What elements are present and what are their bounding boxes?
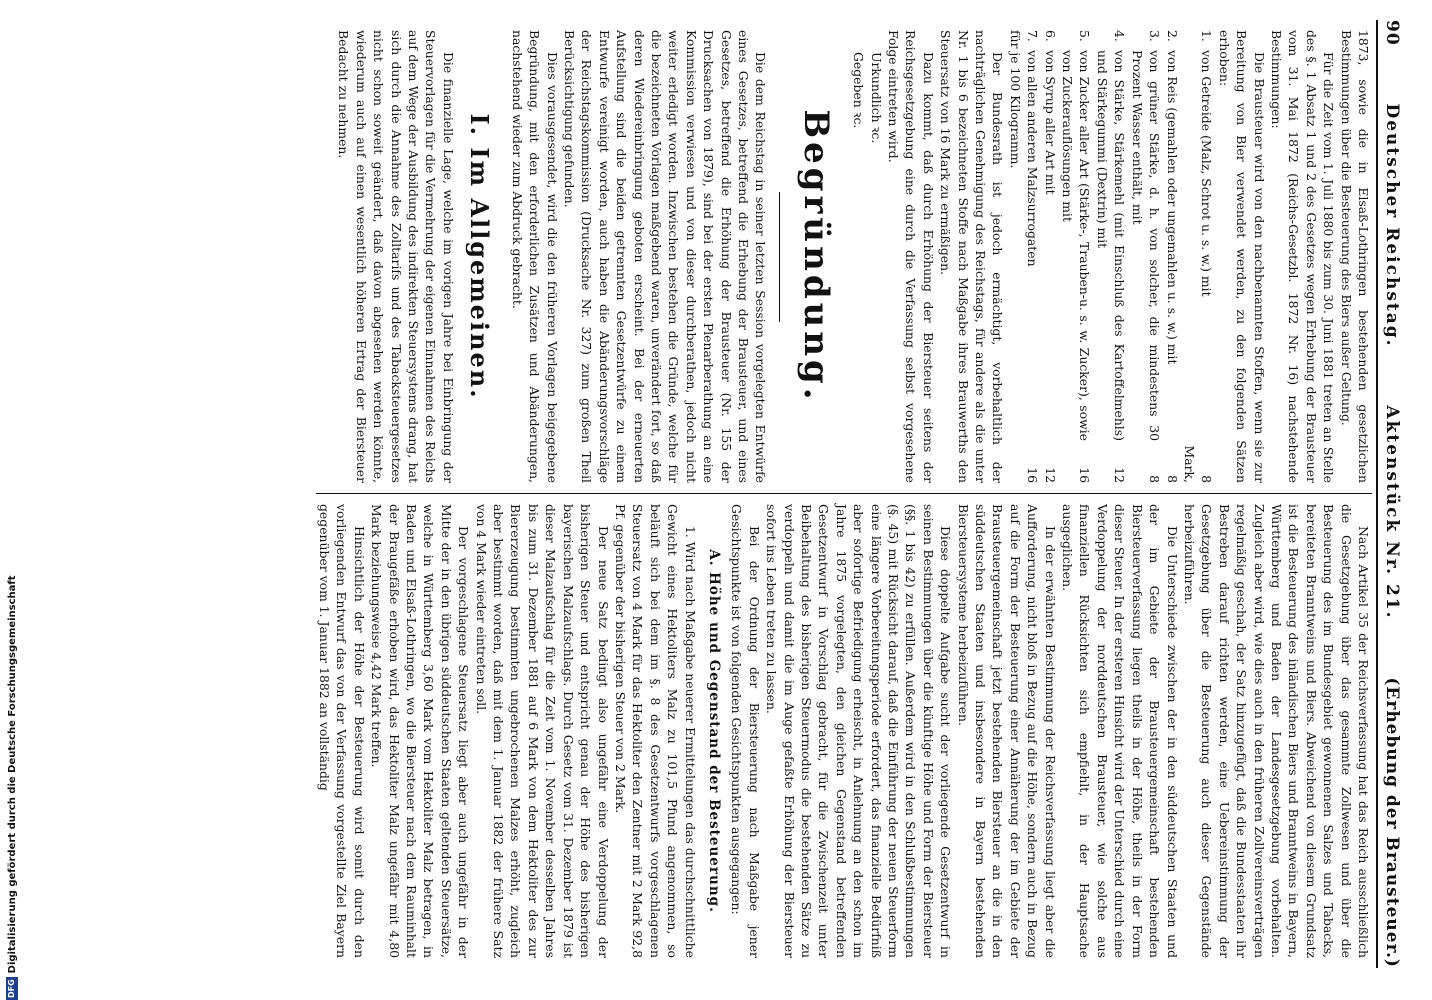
item-amount: 8 Mark, <box>1181 445 1215 483</box>
item-text: von allen anderen Malzsurrogaten <box>1025 50 1041 267</box>
left-column <box>316 20 1372 494</box>
list-item <box>1024 30 1041 483</box>
section-heading: A. Höhe und Gegenstand der Besteuerung. <box>705 549 722 913</box>
list-item <box>1041 30 1058 483</box>
list-item <box>1059 30 1094 483</box>
paragraph: Bei der Ordnung der Biersteuerung nach Maßgabe jener Gesichtspunkte ist von folgenden Gesichtspunkten ausgegangen: <box>729 504 762 958</box>
list-item <box>1094 30 1129 483</box>
item-amount: 16 <box>1025 467 1041 483</box>
paragraph: Nach Artikel 35 der Reichsverfassung hat das Reich ausschließlich die Gesetzgebung über das gesammte Zollwesen und über die Besteuerung des im Bundesgebiet gewonnenen Salzes und Tabacks, bereiteten Branntweins und Biers. Abweichend von diesem Grundsatz ist die Besteuerung des inländischen Biers und Branntweins in Bayern, Württemberg und Baden der Landesgesetzgebung vorbehalten. Zugleich aber wird, wie dies auch in den früheren Zollvereinsverträgen regelmäßig geschah, der Satz hinzugefügt, daß die Bundesstaaten ihr Bestreben darauf richten werden, eine Uebereinstimmung der Gesetzgebung über die Besteuerung auch dieser Gegenstände herbeizuführen. <box>1181 504 1371 958</box>
paragraph: Die Unterschiede zwischen der in den süddeutschen Staaten und der im Gebiete der Brausteuergemeinschaft bestehenden Biersteuerverfassung liegen theils in der Höhe, theils in der Form dieser Steuer. In der ersteren Hinsicht wird der Unterschied durch eine Verdoppelung der norddeutschen Brausteuer, wie solche aus finanziellen Rücksichten sich empfiehlt, in der Hauptsache ausgeglichen. <box>1060 504 1180 958</box>
text-columns <box>316 20 1372 968</box>
list-item <box>1128 30 1163 483</box>
aktenstueck-number: Aktenstück Nr. 21. <box>1382 405 1402 620</box>
list-tail: für je 100 Kilogramm. <box>1007 30 1023 169</box>
item-text: von Zucker aller Art (Stärke-, Trauben-u. s. w. Zucker), sowie von Zuckerauflösungen mit <box>1060 50 1093 441</box>
tax-rate-list <box>1024 30 1215 483</box>
item-text: von Stärke, Stärkemehl (mit Einschluß des Kartoffelmehls) und Stärkegummi (Dextrin) mit <box>1094 50 1128 441</box>
item-amount: 16 <box>1077 467 1093 483</box>
item-number: 2. <box>1164 30 1180 42</box>
paragraph: Dazu kommt, daß durch Erhöhung der Biersteuer seitens der Reichsgesetzgebung eine durch die Verfassung selbst vorgesehene Folge eintreten wird. <box>886 30 936 483</box>
credit-text: Digitalisierung gefördert durch die Deutsche Forschungsgemeinschaft <box>6 575 18 974</box>
paragraph: Der neue Satz bedingt also ungefähr eine Verdoppelung der bisherigen Steuer und entspricht genau der Höhe des bisherigen bayerischen Malzaufschlags. Durch Gesetz vom 31. Dezember 1879 ist dieser Malzaufschlag für die Zeit vom 1. November desselben Jahres bis zum 31. Dezember 1881 auf 6 Mark von dem Hektoliter des zur Biererzeugung bestimmten ungebrochenen Malzes erhöht, zugleich aber bestimmt worden, daß mit dem 1. Januar 1882 der frühere Satz von 4 Mark wieder eintreten soll. <box>473 504 611 958</box>
item-amount: 12 <box>1112 467 1128 483</box>
paragraph: 1873, sowie die in Elsaß-Lothringen bestehenden gesetzlichen Bestimmungen über die Besteuerung des Biers außer Geltung. <box>1338 30 1371 483</box>
paragraph: Der Bundesrath ist jedoch ermächtigt, vorbehaltlich der nachträglichen Genehmigung des Reichstags, für andere als die unter Nr. 1 bis 6 bezeichneten Stoffe nach Maßgabe ihres Brauwerths den Steuersatz von 16 Mark zu ermäßigen. <box>938 30 1006 483</box>
item-amount: 8 <box>1164 475 1180 483</box>
item-text: von Getreide (Malz, Schrot u. s. w.) mit <box>1199 50 1215 297</box>
item-number: 5. <box>1077 30 1093 42</box>
paragraph: Diese doppelte Aufgabe sucht der vorliegende Gesetzentwurf in seinen Bestimmungen über die künftige Höhe und Form der Biersteuer (§§. 1 bis 42) zu erfüllen. Außerdem wird in den Schlußbestimmungen (§. 45) mit Rücksicht darauf, daß die Einführung der neuen Steuerform eine längere Vorbereitungsperiode erfordert, das finanzielle Bedürfniß aber sofortige Befriedigung erheischt, in Anlehnung an den schon im Jahre 1875 vorgelegten, den gleichen Gegenstand betreffenden Gesetzentwurf in Vorschlag gebracht, für die Zwischenzeit unter Beibehaltung des bisherigen Steuermodus die bestehenden Sätze zu verdoppeln und damit die im Auge gefaßte Erhöhung der Biersteuer sofort ins Leben treten zu lassen. <box>764 504 954 958</box>
page-header <box>1376 20 1402 968</box>
item-text: von Reis (gemahlen oder ungemahlen u. s. w.) mit <box>1164 50 1180 365</box>
paragraph: Hinsichtlich der Höhe der Besteuerung wird somit durch den vorliegenden Entwurf das von der Verfassung vorgestellte Ziel Bayern gegenüber vom 1. Januar 1882 an vollständig <box>317 504 367 958</box>
item-number: 4. <box>1112 30 1128 42</box>
list-item <box>1181 30 1216 483</box>
item-text: von grüner Stärke, d. h. von solcher, die mindestens 30 Prozent Wasser enthält, mit <box>1129 50 1163 441</box>
item-text: von Syrup aller Art mit <box>1042 50 1058 195</box>
closing-line: Urkundlich ꝛc. <box>868 52 884 144</box>
paragraph: 1. Wird nach Maßgabe neuerer Ermittelungen das durchschnittliche Gewicht eines Hektoliters Malz zu 101,5 Pfund angenommen, so beläuft sich bei dem im §. 8 des Gesetzentwurfs vorgeschlagenen Steuersatz von 4 Mark für das Hektoliter den Zentner mit 2 Mark 92,8 Pf. gegenüber der bisherigen Steuer von 2 Mark. <box>612 504 698 958</box>
document-topic: (Erhebung der Brausteuer.) <box>1382 677 1402 968</box>
paragraph: Die dem Reichstag in seiner letzten Session vorgelegten Entwürfe eines Gesetzes, betreffend die Erhebung der Brausteuer, und eines Gesetzes, betreffend die Erhöhung der Brausteuer (Nr. 155 der Drucksachen von 1879), sind bei der ersten Plenarberathung an eine Kommission verwiesen und von dieser durchberathen, jedoch nicht weiter erledigt worden. Inzwischen bestehen die Gründe, welche für die bezeichneten Vorlagen maßgebend waren, unverändert fort, so daß deren Wiedereinbringung geboten erscheint. Bei der erneuerten Aufstellung sind die beiden getrennten Gesetzentwürfe zu einem Entwurfe vereinigt worden, auch haben die Abänderungsvorschläge der Reichstagskommission (Drucksache Nr. 327) zum großen Theil Berücksichtigung gefunden. <box>561 30 769 483</box>
item-number: 3. <box>1147 30 1163 42</box>
paragraph: Der vorgeschlagene Steuersatz liegt aber auch ungefähr in der Mitte der in den übrigen süddeutschen Staaten geltenden Steuersätze, welche in Württemberg 3,60 Mark vom Hektoliter Malz betragen, in Baden und Elsaß-Lothringen, wo die Biersteuer nach dem Rauminhalt der Braugefäße erhoben wird, das Hektoliter Malz ungefähr mit 4,80 Mark beziehungsweise 4,42 Mark treffen. <box>369 504 472 958</box>
document-page <box>110 2 1410 982</box>
item-number: 1. <box>1199 30 1215 42</box>
paragraph: Dies vorausgesendet, wird die den früheren Vorlagen beigegebene Begründung, mit den erforderlichen Zusätzen und Abänderungen, nachstehend wieder zum Abdruck gebracht. <box>509 30 560 483</box>
paragraph: Die finanzielle Lage, welche im vorigen Jahre bei Einbringung der Steuervorlagen für die Vermehrung der eigenen Einnahmen des Reichs auf dem Wege der Ausbildung des indirekten Steuersystems drang, hat sich durch die Annahme des Zolltarifs und des Tabacksteuergesetzes nicht schon soweit geändert, daß davon abgesehen werden könnte, wiederum auch auf einen wesentlich höheren Ertrag der Biersteuer Bedacht zu nehmen. <box>336 30 456 483</box>
item-amount: 8 <box>1147 475 1163 483</box>
item-amount: 12 <box>1042 467 1058 483</box>
dfg-logo: DFG <box>7 979 16 998</box>
item-number: 6. <box>1042 30 1058 42</box>
digitization-credit <box>4 575 20 1000</box>
section-title: Begründung. <box>795 109 836 404</box>
paragraph: In der erwähnten Bestimmung der Reichsverfassung liegt aber die Aufforderung, nicht bloß in Bezug auf die Höhe, sondern auch in Bezug auf die Form der Besteuerung einer Annäherung der im Gebiete der Brausteuergemeinschaft jetzt bestehenden Biersteuer an die in den süddeutschen Staaten und insbesondere in Bayern bestehenden Biersteuersysteme herbeizuführen. <box>955 504 1058 958</box>
list-item <box>1163 30 1180 483</box>
closing-line: Gegeben ꝛc. <box>851 52 867 129</box>
divider <box>779 192 780 322</box>
subsection-title: I. Im Allgemeinen. <box>465 113 495 400</box>
paragraph: Für die Zeit vom 1. Juli 1880 bis zum 30. Juni 1881 treten an Stelle des §. 1 Absatz 1 und 2 des Gesetzes wegen Erhebung der Brausteuer vom 31. Mai 1872 (Reichs-Gesetzbl. 1872 Nr. 16) nachstehende Bestimmungen: <box>1268 30 1337 483</box>
document-title: Deutscher Reichstag. <box>1382 103 1402 348</box>
right-column <box>316 494 1372 968</box>
page-number: 90 <box>1382 20 1402 46</box>
paragraph: Die Brausteuer wird von den nachbenannten Stoffen, wenn sie zur Bereitung von Bier verwendet werden, zu den folgenden Sätzen erhoben: <box>1216 30 1267 483</box>
item-number: 7. <box>1025 30 1041 42</box>
